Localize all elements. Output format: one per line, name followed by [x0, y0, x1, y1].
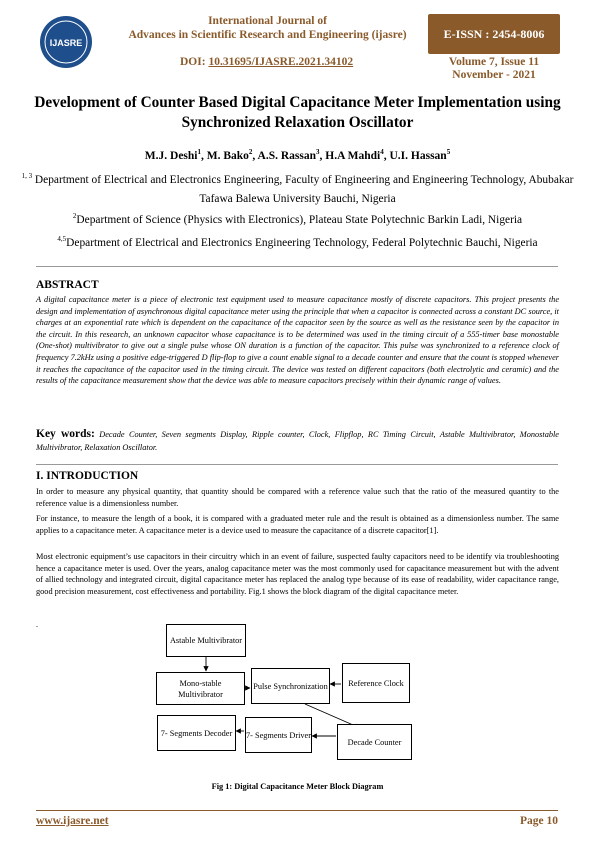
footer-divider: [36, 810, 558, 811]
block-decade-counter: [337, 724, 412, 760]
author-sup: 5: [446, 148, 451, 156]
block-label: 7- Segments Driver: [246, 730, 311, 740]
doi-link[interactable]: 10.31695/IJASRE.2021.34102: [208, 56, 354, 68]
block-7-segments-driver: [245, 717, 312, 753]
footer-website-link[interactable]: www.ijasre.net: [36, 815, 109, 827]
divider: [36, 464, 558, 465]
block-7-segments-decoder: [157, 715, 236, 751]
affiliation-sup: 1, 3: [21, 172, 33, 180]
divider: [36, 266, 558, 267]
doi: [180, 56, 353, 68]
stray-mark: .: [36, 620, 38, 629]
affiliation-3: [15, 230, 580, 253]
paragraph: For instance, to measure the length of a book, it is compared with a graduated meter rule and the result is obtained as a dimensionless number. The same applies to a capacitance meter. A capacitance meter is a device used to measure the capacitance of a discrete capacitor[1].: [36, 514, 559, 535]
logo-text: IJASRE: [49, 38, 83, 48]
volume-text: Volume 7, Issue 11: [448, 56, 540, 68]
affiliation-sup: 4,5: [57, 235, 67, 243]
issn-badge: E-ISSN : 2454-8006: [428, 14, 560, 54]
block-label: 7- Segments Decoder: [160, 728, 233, 738]
author-name: H.A Mahdi: [325, 149, 381, 162]
issue-date: November - 2021: [452, 69, 536, 81]
author-sup: 1: [197, 148, 201, 156]
journal-line-2: Advances in Scientific Research and Engineering (ijasre): [128, 29, 407, 41]
affiliation-sup: 2: [72, 212, 77, 220]
block-monostable-multivibrator: [156, 672, 245, 705]
block-pulse-synchronization: [251, 668, 330, 704]
abstract-heading: ABSTRACT: [36, 279, 99, 291]
journal-line-1: International Journal of: [208, 15, 327, 27]
paragraph: In order to measure any physical quantity, that quantity should be compared with a reference value such that the ratio of the measured quantity to the reference value is a dimensionless number.: [36, 487, 559, 508]
page-number: Page 10: [519, 815, 558, 827]
block-label: Reference Clock: [348, 678, 404, 688]
author-sup: 3: [316, 148, 320, 156]
block-label: Pulse Synchronization: [253, 681, 328, 691]
journal-name: [110, 14, 425, 42]
block-reference-clock: [342, 663, 410, 703]
paper-title: Development of Counter Based Digital Capacitance Meter Implementation using Synchronized Relaxation Oscillator: [34, 94, 561, 131]
author-name: M. Bako: [206, 149, 249, 162]
doi-label: DOI:: [180, 56, 206, 68]
volume-issue: [430, 56, 558, 82]
abstract-body: A digital capacitance meter is a piece of electronic test equipment used to measure capacitance mostly of discrete capacitors. This project presents the design and implementation of asynchronous digital capacitance meter using the principle that when a capacitor is connected across a constant DC source, it charges at an exponential rate which is dependent on the capacitance of the capacitor seen by the source as well as the resistance seen by the capacitor in the circuit. In this research, an unknown capacitor whose capacitance is to be determined was used in the timing circuit of a 555-timer base monostable (One-shot) multivibrator to give out a single pulse whose ON duration is a function of the capacitor. This pulse was synchronized to a reference clock of frequency 7.2kHz using a positive edge-triggered D flip-flop to give a count enable signal to a decade counter and ensure that the count is stopped whenever it reaches the capacitance of the capacitor used in the timing circuit. The device was tested on different capacitors (both electrolytic and ceramic) and the results of the capacitance measurement show that the device was able to measure capacitors precisely within their dynamic range of values.: [36, 295, 559, 386]
keywords: [36, 428, 559, 454]
journal-logo-icon: [38, 14, 94, 70]
block-label: Astable Multivibrator: [169, 636, 243, 645]
author-sup: 4: [380, 148, 384, 156]
affiliation-1: [15, 167, 580, 209]
affiliation-text: Department of Science (Physics with Electronics), Plateau State Polytechnic Barkin Ladi, Nigeria: [76, 213, 523, 226]
section-heading-introduction: I. INTRODUCTION: [36, 470, 139, 482]
figure-caption: Fig 1: Digital Capacitance Meter Block Diagram: [211, 782, 384, 791]
author-list: M.J. Deshi$^1$, M. Bako$^2$, A.S. Rassan$^3$, H.A Mahdi$^4$, U.I. Hassan$^5$: [144, 148, 451, 162]
author-name: A.S. Rassan: [257, 149, 317, 162]
block-astable-multivibrator: [166, 624, 246, 657]
block-label: Mono-stable Multivibrator: [178, 678, 223, 699]
block-label: Decade Counter: [347, 737, 402, 747]
author-sup: 2: [248, 148, 253, 156]
affiliation-text: Department of Electrical and Electronics Engineering Technology, Federal Polytechnic Bauchi, Nigeria: [66, 236, 538, 249]
paragraph: Most electronic equipment’s use capacitors in their circuitry which in an event of failure, suspected faulty capacitors need to be identify via troubleshooting hence a capacitance meter is used. Over the years, analog capacitance meter was the most commonly used for capacitance measurement but with the advent of allied technology and integrated circuit, digital capacitance meter has replaced the analog type because of its ease of readability, wider capacitance range, good precision measurement, cost effectiveness and portability. Fig.1 shows the block diagram of the digital capacitance meter.: [36, 552, 559, 596]
author-name: U.I. Hassan: [389, 149, 447, 162]
affiliation-text: Department of Electrical and Electronics Engineering, Faculty of Engineering and Engineering Technology, Abubakar Tafawa Balewa University Bauchi, Nigeria: [32, 173, 574, 205]
keywords-text: Decade Counter, Seven segments Display, Ripple counter, Clock, Flipflop, RC Timing Circuit, Astable Multivibrator, Monostable Multivibrator, Relaxation Oscillator.: [36, 430, 559, 452]
keywords-label: Key words:: [36, 428, 95, 440]
author-name: M.J. Deshi: [144, 149, 198, 162]
affiliation-2: [15, 207, 580, 230]
